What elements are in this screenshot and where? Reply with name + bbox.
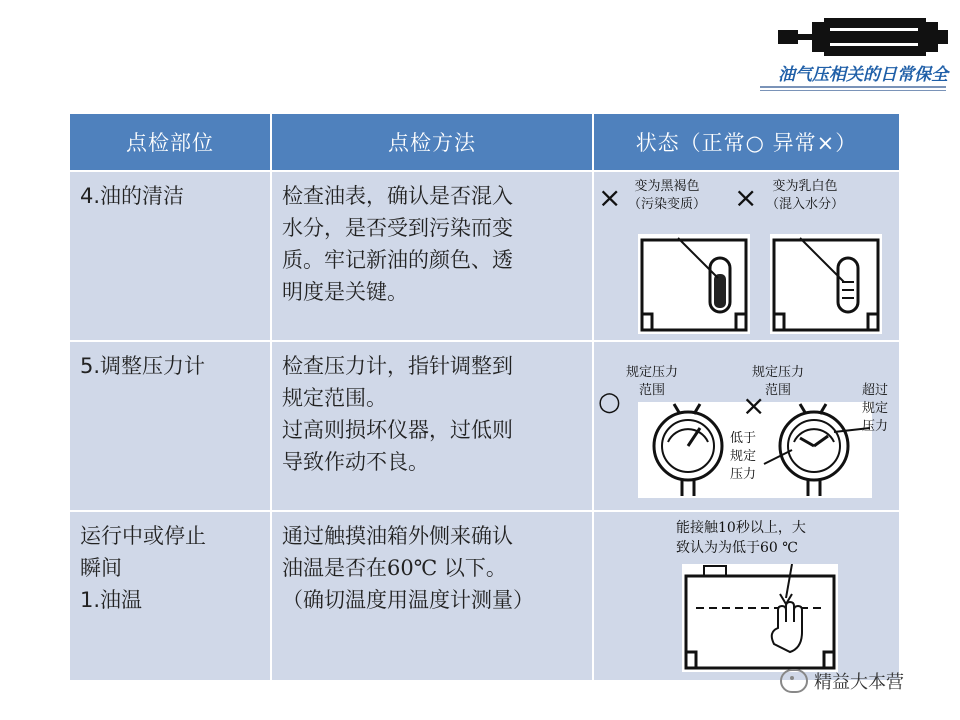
hydraulic-cylinder-logo — [770, 8, 950, 64]
row1-method: 检查油表，确认是否混入 水分，是否受到污染而变 质。牢记新油的颜色、透 明度是关键。 — [271, 171, 593, 341]
note-dark-brown: 变为黑褐色 （污染变质） — [628, 179, 707, 212]
table-header-row — [69, 113, 900, 171]
note-touch-ten-seconds: 能接触10秒以上，大 致认为为低于60 ℃ — [676, 520, 806, 556]
note-specified-range-right: 规定压力 范围 — [752, 365, 805, 398]
row3-method: 通过触摸油箱外侧来确认 油温是否在60℃ 以下。 （确切温度用温度计测量） — [271, 511, 593, 681]
page-subtitle: 油气压相关的日常保全 — [778, 65, 948, 85]
row3-part: 运行中或停止 瞬间 1.油温 — [69, 511, 271, 681]
watermark — [780, 668, 904, 694]
oil-tank-touch-image — [682, 564, 838, 672]
row2-part: 5.调整压力计 — [69, 341, 271, 511]
row1-part: 4.油的清洁 — [69, 171, 271, 341]
row2-state — [593, 341, 900, 511]
milky-oil-gauge-image — [770, 234, 882, 334]
row2-method: 检查压力计，指针调整到 规定范围。 过高则损坏仪器，过低则 导致作动不良。 — [271, 341, 593, 511]
col-header-part: 点检部位 — [69, 113, 271, 171]
note-milky-white: 变为乳白色 （混入水分） — [766, 179, 845, 212]
dirty-oil-gauge-image — [638, 234, 750, 334]
row3-state — [593, 511, 900, 681]
wechat-icon — [780, 669, 808, 693]
abnormal-mark: × — [742, 389, 766, 422]
col-header-state: 状态（正常○ 异常×） — [593, 113, 900, 171]
subtitle-underline-2 — [760, 90, 946, 91]
abnormal-mark: × — [734, 181, 758, 214]
subtitle-underline — [760, 86, 946, 88]
inspection-table — [68, 112, 901, 682]
watermark-text: 精益大本营 — [814, 672, 904, 693]
table-row — [69, 341, 900, 511]
note-over-pressure: 超过 规定 压力 — [862, 383, 889, 434]
note-under-pressure: 低于 规定 压力 — [730, 431, 757, 482]
row1-state — [593, 171, 900, 341]
abnormal-mark: × — [598, 181, 622, 214]
note-specified-range-left: 规定压力 范围 — [626, 365, 679, 398]
normal-mark: ○ — [598, 387, 621, 417]
table-row — [69, 171, 900, 341]
table-row — [69, 511, 900, 681]
col-header-method: 点检方法 — [271, 113, 593, 171]
